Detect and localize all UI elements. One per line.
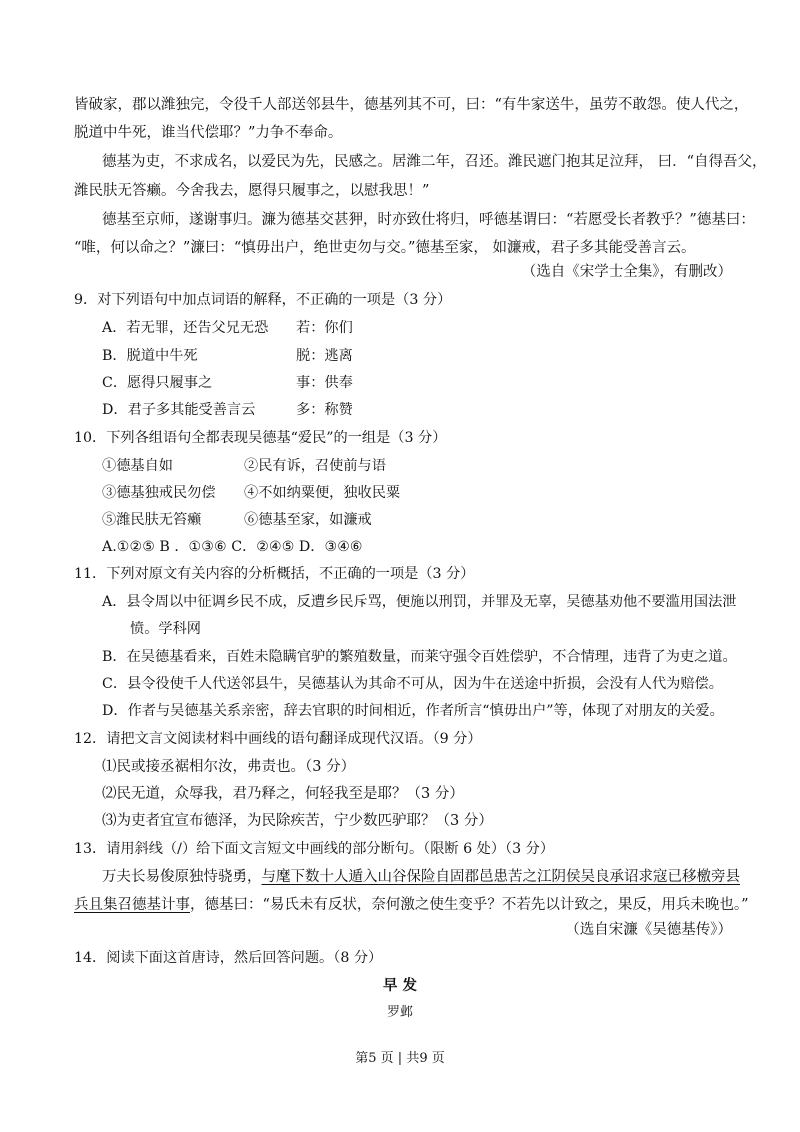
q13-underlined-segment-2: 兵且集召德基计事 [74, 897, 190, 913]
q10-item-3: ③德基独戒民勿偿 [102, 485, 216, 501]
question-9-stem: 9．对下列语句中加点词语的解释，不正确的一项是（3 分） [74, 292, 452, 308]
q9-option-a-gloss: 若：你们 [296, 320, 353, 336]
q10-item-6: ⑥德基至家，如濂戒 [244, 512, 372, 528]
passage-line-2: 脱道中牛死，谁当代偿耶？”力争不奉命。 [74, 125, 343, 141]
q10-choices: A.①②⑤ B ．①③⑥ C．②④⑤ D．③④⑥ [102, 539, 363, 555]
q10-item-1: ①德基自如 [102, 458, 173, 474]
q11-option-d: D．作者与吴德基关系亲密，辞去官职的时间相近，作者所言“慎毋出户”等，体现了对朋友的关爱。 [102, 703, 724, 719]
question-11-stem: 11．下列对原文有关内容的分析概括，不正确的一项是（3 分） [74, 566, 475, 582]
page-footer: 第5 页 | 共9 页 [355, 1051, 445, 1066]
poem-title: 早 发 [382, 978, 418, 994]
question-14-stem: 14．阅读下面这首唐诗，然后回答问题。（8 分） [74, 950, 383, 966]
q9-option-c: C．愿得只履事之 [102, 375, 213, 391]
passage-source: （选自《宋学士全集》，有删改） [521, 264, 732, 280]
q10-item-2: ②民有诉，召使前与语 [244, 458, 386, 474]
q13-passage-line-2 [74, 895, 749, 915]
question-13-stem: 13．请用斜线（/）给下面文言短文中画线的部分断句。（限断 6 处）（3 分） [74, 841, 555, 857]
q13-passage-line-1 [102, 867, 740, 887]
q9-option-a-text: A．若无罪，还告父兄无恐 [102, 320, 269, 336]
passage-line-4: 潍民肤无答癞。今舍我去，愿得只履事之，以慰我思！” [74, 183, 430, 199]
q9-option-b-gloss: 脱：逃离 [296, 348, 353, 364]
passage-line-3: 德基为吏，不求成名，以爱民为先，民感之。居潍二年，召还。潍民遮门抱其足泣拜， 曰．“自得吾父， [102, 154, 767, 170]
q13-line-1-text: 万夫长易俊原独恃骁勇， [102, 869, 262, 885]
q11-option-a-line-2: 愤。学科网 [130, 621, 201, 637]
question-12-stem: 12．请把文言文阅读材料中画线的语句翻译成现代汉语。（9 分） [74, 731, 482, 747]
q11-option-b: B．在吴德基看来，百姓未隐瞒官驴的繁殖数量，而莱守强令百姓偿驴，不合情理，违背了为吏之道。 [102, 649, 737, 665]
question-10-stem: 10．下列各组语句全都表现吴德基“爱民”的一组是（3 分） [74, 430, 447, 446]
passage-line-1: 皆破家，郡以潍独完，令役千人部送邻县牛，德基列其不可，曰：“有牛家送牛，虽劳不敢怨。使人代之， [74, 97, 749, 113]
q13-underlined-segment-1: 与麾下数十人遁入山谷保险自固郡邑患苦之江阴侯吴良承诏求寇已移檄旁县 [261, 869, 740, 885]
passage-line-6: “唯，何以命之？”濂曰：“慎毋出户，绝世吏勿与交。”德基至家， 如濂戒，君子多其能受善言云。 [74, 240, 696, 256]
q11-option-a-line-1: A．县令周以中征调乡民不成，反遭乡民斥骂，便施以刑罚，并罪及无辜，吴德基劝他不要滥用国法泄 [102, 594, 737, 610]
q9-option-d-gloss: 多：称赞 [296, 402, 353, 418]
q9-option-a [102, 318, 268, 338]
q12-sentence-2: ⑵民无道，众辱我，君乃释之，何轻我至是耶？（3 分） [102, 786, 464, 802]
q10-item-4: ④不如纳粟便，独收民粟 [244, 485, 401, 501]
q13-line-2-text: ，德基曰：“易氏未有反状，奈何激之使生变乎？不若先以计致之，果反，用兵未晚也。” [190, 897, 749, 913]
q11-option-c: C．县令役使千人代送邻县牛，吴德基认为其命不可从，因为牛在送途中折损，会没有人代为赔偿。 [102, 676, 723, 692]
poem-author: 罗邺 [386, 1005, 413, 1020]
q9-option-d: D．君子多其能受善言云 [102, 402, 256, 418]
q12-sentence-1: ⑴民或接丞裾相尔汝，弗责也。（3 分） [102, 759, 356, 775]
q9-option-b: B．脱道中牛死 [102, 348, 198, 364]
q13-source: （选自宋濂《吴德基传》） [565, 922, 732, 938]
q9-option-c-gloss: 事：供奉 [296, 375, 353, 391]
q12-sentence-3: ⑶为吏者宜宣布德泽，为民除疾苦，宁少数匹驴耶？（3 分） [102, 813, 493, 829]
passage-line-5: 德基至京师，遂谢事归。濂为德基交甚狎，时亦致仕将归，呼德基谓曰：“若愿受长者教乎？”德基曰： [102, 212, 755, 228]
q10-item-5: ⑤潍民肤无笞癞 [102, 512, 202, 528]
